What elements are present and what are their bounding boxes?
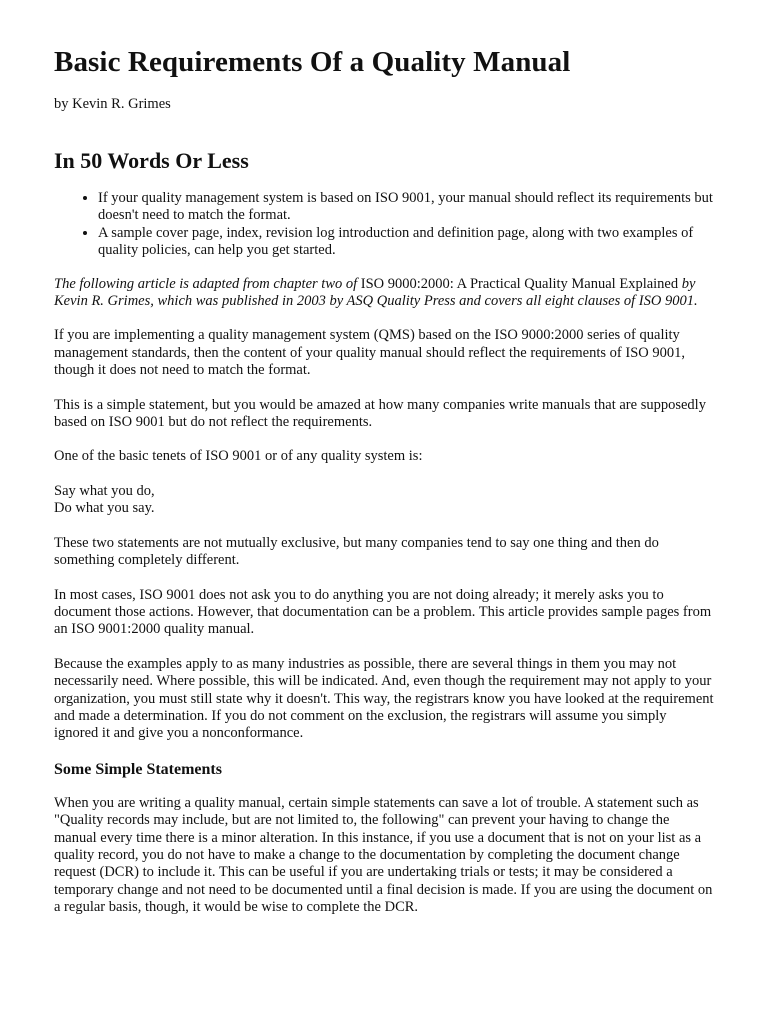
body-paragraph: Because the examples apply to as many industries as possible, there are several things in them you may not necessarily need. Where possible, this will be indicated. And, even though the requirement may not apply to your organization, you must still state why it doesn't. This way, the registrars know you have looked at the requirement and made a determination. If you do not comment on the exclusion, the registrars will assume you simply ignored it and give you a nonconformance. [54, 655, 714, 742]
quote-block [54, 483, 714, 518]
summary-list [54, 190, 714, 260]
author-byline: by Kevin R. Grimes [54, 96, 171, 112]
body-paragraph: If you are implementing a quality management system (QMS) based on the ISO 9000:2000 series of quality management standards, then the content of your quality manual should reflect the requirements of ISO 9001, though it does not need to match the format. [54, 327, 685, 379]
body-paragraph: This is a simple statement, but you would be amazed at how many companies write manuals that are supposedly based on ISO 9001 but do not reflect the requirements. [54, 396, 706, 431]
article-body [54, 148, 714, 934]
source-note-prefix: The following article is adapted from chapter two of [54, 275, 358, 292]
source-book-title: ISO 9000:2000: A Practical Quality Manual Explained [360, 275, 679, 292]
summary-bullet: • A sample cover page, index, revision log introduction and definition page, along with two examples of quality policies, can help you get started. [98, 225, 714, 260]
summary-heading: In 50 Words Or Less [54, 148, 249, 173]
section-heading: Some Simple Statements [54, 760, 222, 778]
source-note-suffix: by Kevin R. Grimes, which was published in 2003 by ASQ Quality Press and covers all eight clauses of ISO 9001. [54, 275, 698, 310]
summary-bullet: • If your quality management system is based on ISO 9001, your manual should reflect its requirements but doesn't need to match the format. [98, 190, 714, 225]
body-paragraph: These two statements are not mutually exclusive, but many companies tend to say one thing and then do something completely different. [54, 534, 659, 569]
body-paragraph: In most cases, ISO 9001 does not ask you to do anything you are not doing already; it merely asks you to document those actions. However, that documentation can be a problem. This article provides sample pages from an ISO 9001:2000 quality manual. [54, 586, 712, 638]
article-title: Basic Requirements Of a Quality Manual [54, 46, 571, 78]
quote-line: Say what you do, [54, 482, 155, 499]
quote-line: Do what you say. [54, 500, 155, 517]
body-paragraph: One of the basic tenets of ISO 9001 or of any quality system is: [54, 448, 423, 465]
source-note [54, 276, 714, 311]
body-paragraph: When you are writing a quality manual, certain simple statements can save a lot of trouble. A statement such as "Quality records may include, but are not limited to, the following" can prevent your having to change the manual every time there is a minor alteration. In this instance, if you use a document that is not on your list as a quality record, you do not have to make a change to the documentation by completing the document change request (DCR) to include it. This can be useful if you are undertaking trials or tests; it may be considered a temporary change and not need to be documented until a final decision is made. If you are using the document on a regular basis, though, it would be wise to complete the DCR. [54, 794, 713, 916]
